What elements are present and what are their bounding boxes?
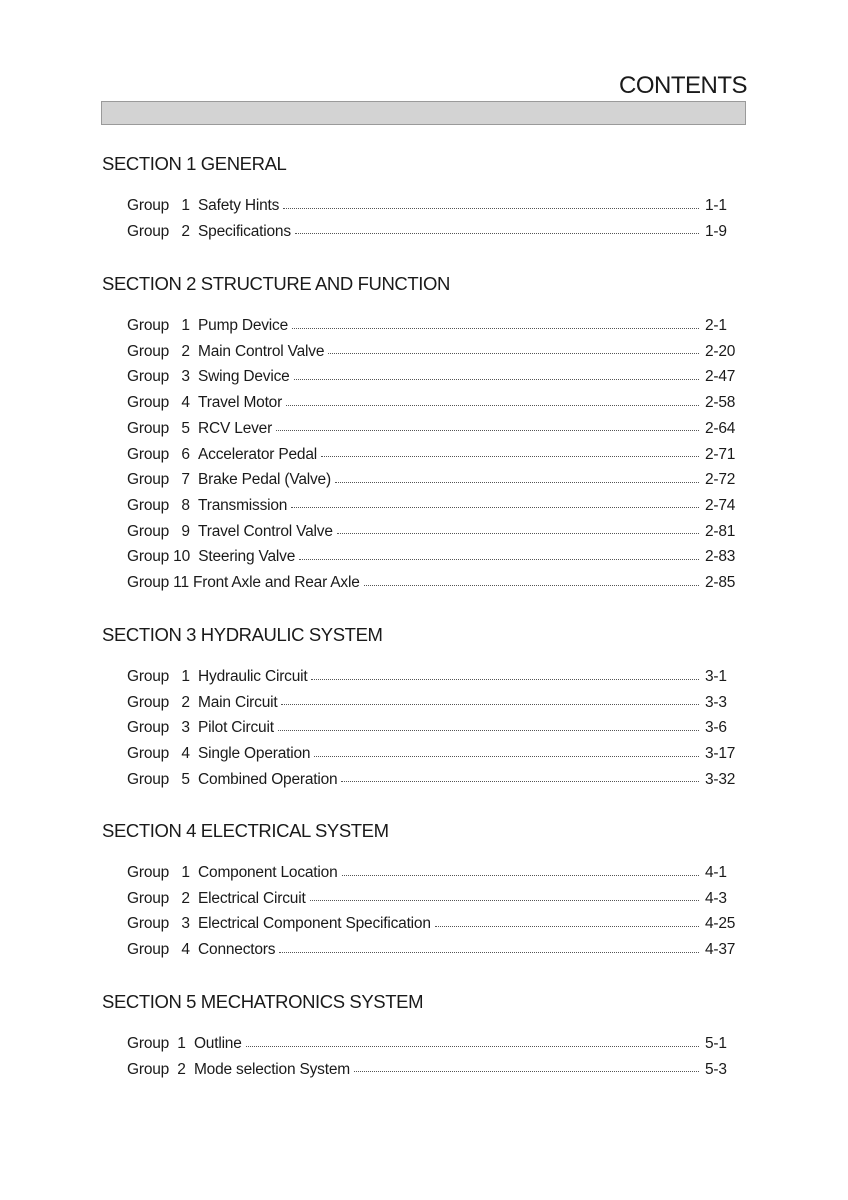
dot-leader (292, 328, 699, 329)
toc-group-label: Group 3 (127, 719, 199, 737)
dot-leader (328, 353, 699, 354)
toc-entry-name: Travel Motor (198, 394, 283, 412)
toc-page-number: 2-47 (705, 368, 736, 386)
toc-page-number: 1-9 (705, 222, 727, 240)
dot-leader (321, 456, 699, 457)
toc-entry-name: Brake Pedal (Valve) (198, 471, 331, 489)
toc-group-label: Group 3 (127, 368, 199, 386)
page-title: CONTENTS (619, 72, 747, 99)
toc-group-label: Group 5 (127, 770, 199, 788)
toc-group-label: Group 1 (127, 197, 199, 214)
toc-group-label: Group 3 (127, 915, 199, 933)
toc-entry[interactable] (127, 444, 739, 466)
section-title: SECTION 4 ELECTRICAL SYSTEM (102, 820, 389, 841)
toc-entry-name: Pump Device (198, 317, 289, 334)
toc-entry-name: RCV Lever (198, 419, 273, 437)
toc-entry[interactable] (127, 1059, 739, 1081)
toc-entry-name: Main Circuit (198, 693, 278, 711)
toc-entry-name: Steering Valve (198, 548, 296, 566)
toc-group-label: Group 6 (127, 445, 199, 463)
toc-entry-name: Accelerator Pedal (198, 445, 317, 463)
dot-leader (278, 730, 699, 731)
toc-entry-name: Electrical Component Specification (198, 915, 431, 933)
toc-group-label: Group 1 (127, 668, 199, 685)
toc-group-label: Group 1 (127, 1035, 194, 1052)
toc-entry-name: Specifications (198, 222, 291, 240)
toc-entry-name: Pilot Circuit (198, 719, 274, 737)
toc-entry[interactable] (127, 221, 739, 243)
toc-entry[interactable] (127, 572, 739, 594)
toc-entry[interactable] (127, 366, 739, 388)
toc-entry[interactable] (127, 495, 739, 517)
dot-leader (295, 233, 699, 234)
toc-group-label: Group 4 (127, 941, 199, 959)
title-bar (101, 101, 746, 125)
dot-leader (354, 1071, 699, 1072)
toc-entry[interactable] (127, 418, 739, 440)
toc-group-label: Group 2 (127, 889, 199, 907)
toc-group-label: Group 10 (127, 548, 199, 566)
toc-group-label: Group 8 (127, 496, 199, 514)
dot-leader (311, 679, 699, 680)
toc-group-label: Group 11 (127, 574, 193, 591)
toc-page-number: 2-83 (705, 548, 736, 566)
dot-leader (299, 559, 699, 560)
dot-leader (276, 430, 699, 431)
toc-entry-name: Main Control Valve (198, 342, 325, 360)
toc-entry-name: Connectors (198, 941, 276, 959)
dot-leader (310, 900, 699, 901)
toc-entry-name: Swing Device (198, 368, 290, 386)
dot-leader (291, 507, 699, 508)
toc-entry[interactable] (127, 743, 739, 765)
toc-entry[interactable] (127, 315, 739, 337)
toc-page-number: 2-74 (705, 496, 736, 514)
toc-page-number: 2-1 (705, 317, 727, 334)
toc-entry[interactable] (127, 469, 739, 491)
toc-entry[interactable] (127, 666, 739, 688)
dot-leader (335, 482, 699, 483)
toc-group-label: Group 1 (127, 317, 199, 334)
toc-entry-name: Component Location (198, 864, 338, 881)
toc-page-number: 2-81 (705, 522, 736, 540)
toc-page-number: 3-1 (705, 668, 727, 685)
dot-leader (246, 1046, 699, 1047)
toc-group-label: Group 2 (127, 222, 199, 240)
dot-leader (281, 704, 699, 705)
toc-page-number: 2-72 (705, 471, 736, 489)
toc-group-label: Group 1 (127, 864, 199, 881)
dot-leader (364, 585, 699, 586)
toc-entry-name: Mode selection System (193, 1060, 350, 1078)
toc-entry[interactable] (127, 1033, 739, 1055)
toc-group-label: Group 2 (127, 342, 199, 360)
toc-entry-name: Travel Control Valve (198, 522, 333, 540)
toc-entry-name: Front Axle and Rear Axle (192, 574, 360, 591)
toc-entry[interactable] (127, 939, 739, 961)
dot-leader (283, 208, 699, 209)
toc-page-number: 3-32 (705, 770, 736, 788)
toc-group-label: Group 5 (127, 419, 199, 437)
toc-entry-name: Outline (193, 1035, 242, 1052)
toc-entry[interactable] (127, 888, 739, 910)
section-title: SECTION 5 MECHATRONICS SYSTEM (102, 991, 424, 1012)
toc-page-number: 4-37 (705, 941, 736, 959)
toc-entry[interactable] (127, 692, 739, 714)
toc-page-number: 3-17 (705, 745, 736, 763)
toc-entry[interactable] (127, 521, 739, 543)
toc-group-label: Group 2 (127, 693, 199, 711)
section-title: SECTION 1 GENERAL (102, 153, 287, 174)
toc-page-number: 4-3 (705, 889, 727, 907)
toc-group-label: Group 4 (127, 394, 199, 412)
toc-group-label: Group 4 (127, 745, 199, 763)
toc-page-number: 2-58 (705, 394, 736, 412)
toc-entry[interactable] (127, 862, 739, 884)
toc-entry[interactable] (127, 341, 739, 363)
section-title: SECTION 3 HYDRAULIC SYSTEM (102, 624, 383, 645)
toc-page-number: 2-85 (705, 574, 736, 591)
toc-page-number: 4-25 (705, 915, 736, 933)
toc-entry[interactable] (127, 392, 739, 414)
dot-leader (337, 533, 699, 534)
toc-page-number: 3-6 (705, 719, 727, 737)
toc-group-label: Group 2 (127, 1060, 194, 1078)
toc-entry-name: Transmission (198, 496, 288, 514)
dot-leader (286, 405, 699, 406)
toc-page-number: 2-71 (705, 445, 736, 463)
toc-entry-name: Single Operation (198, 745, 311, 763)
toc-entry[interactable] (127, 717, 739, 739)
toc-entry[interactable] (127, 546, 739, 568)
toc-page-number: 1-1 (705, 197, 727, 214)
dot-leader (341, 781, 699, 782)
toc-group-label: Group 9 (127, 522, 199, 540)
toc-page-number: 4-1 (705, 864, 727, 881)
toc-group-label: Group 7 (127, 471, 199, 489)
toc-entry-name: Electrical Circuit (198, 889, 306, 907)
dot-leader (294, 379, 699, 380)
toc-page-number: 2-64 (705, 419, 736, 437)
toc-page-number: 5-3 (705, 1060, 727, 1078)
toc-entry-name: Hydraulic Circuit (198, 668, 308, 685)
section-title: SECTION 2 STRUCTURE AND FUNCTION (102, 273, 450, 294)
toc-entry[interactable] (127, 769, 739, 791)
toc-entry[interactable] (127, 195, 739, 217)
toc-entry[interactable] (127, 913, 739, 935)
toc-page-number: 2-20 (705, 342, 736, 360)
dot-leader (314, 756, 699, 757)
dot-leader (279, 952, 699, 953)
dot-leader (435, 926, 699, 927)
dot-leader (342, 875, 700, 876)
toc-page-number: 5-1 (705, 1035, 727, 1052)
toc-entry-name: Safety Hints (198, 197, 280, 214)
toc-page-number: 3-3 (705, 693, 727, 711)
toc-entry-name: Combined Operation (198, 770, 338, 788)
